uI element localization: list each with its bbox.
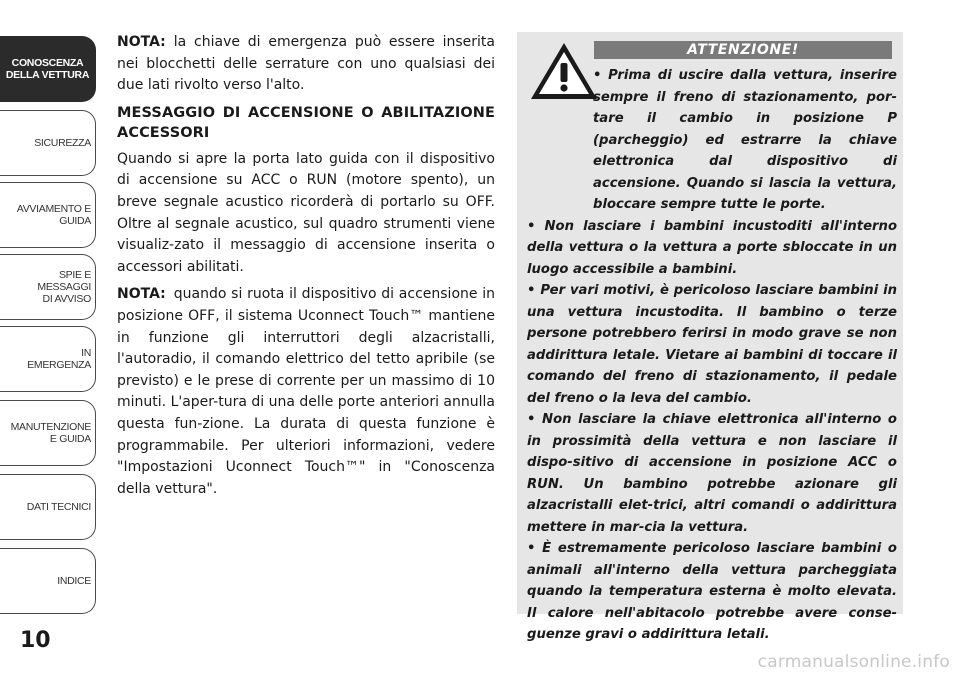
tab-dati-tecnici[interactable] xyxy=(0,474,96,540)
tab-label: INDICE xyxy=(57,575,91,587)
main-text-column xyxy=(117,32,495,506)
tab-label: DATI TECNICI xyxy=(26,501,91,513)
tab-conoscenza-della-vettura[interactable] xyxy=(0,36,96,102)
chapter-sidebar xyxy=(0,0,97,640)
site-watermark: carmanualsonline.info xyxy=(757,652,950,672)
warning-list xyxy=(527,65,897,646)
note-text: la chiave di emergenza può essere inserita nei blocchetti delle serrature con uno qualsiasi dei due lati rivolto verso l'alto. xyxy=(117,34,495,94)
warning-box xyxy=(517,32,903,642)
tab-label: MANUTENZIONE E GUIDA xyxy=(10,421,91,445)
tab-label: CONOSCENZA DELLA VETTURA xyxy=(5,57,90,81)
note-paragraph xyxy=(117,32,495,97)
tab-spie-e-messaggi[interactable] xyxy=(0,254,96,320)
warning-item: • Prima di uscire dalla vettura, inserire sempre il freno di stazionamento, por-tare il cambio in posizione P (parcheggio) ed estrarre la chiave elettronica dal dispositivo di accensione. Quando si lascia la vettura, bloccare sempre tutte le porte. xyxy=(527,65,897,216)
note-text: quando si ruota il dispositivo di accensione in posizione OFF, il sistema Uconnect Touch™ mantiene in funzione gli interruttori degli alzacristalli, l'autoradio, il comando elettrico del tetto apribile (se previsto) e le prese di corrente per un massimo di 10 minuti. L'aper-tura di una delle porte anteriori annulla questa fun-zione. La durata di questa funzione è programmabile. Per ulteriori informazioni, vedere "Impostazioni Uconnect Touch™" in "Conoscenza della vettura". xyxy=(117,286,495,497)
tab-sicurezza[interactable] xyxy=(0,110,96,176)
tab-label: AVVIAMENTO E GUIDA xyxy=(16,203,91,227)
tab-in-emergenza[interactable] xyxy=(0,326,96,392)
tab-label: SICUREZZA xyxy=(34,137,91,149)
note-paragraph xyxy=(117,284,495,500)
note-label: NOTA: xyxy=(117,286,166,303)
warning-item: • È estremamente pericoloso lasciare bambini o animali all'interno della vettura parcheggiata quando la temperatura esterna è molto elevata. Il calore nell'abitacolo potrebbe avere conse-guenze gravi o addirittura letali. xyxy=(527,538,897,646)
warning-item: • Non lasciare i bambini incustoditi all'interno della vettura o la vettura a porte sbloccate in un luogo accessibile a bambini. xyxy=(527,216,897,281)
tab-manutenzione-e-guida[interactable] xyxy=(0,400,96,466)
tab-label: SPIE E MESSAGGI DI AVVISO xyxy=(37,269,91,305)
tab-avviamento-e-guida[interactable] xyxy=(0,182,96,248)
note-label: NOTA: xyxy=(117,34,166,50)
warning-item: • Non lasciare la chiave elettronica all'interno o in prossimità della vettura e non lasciare il dispo-sitivo di accensione in posizione ACC o RUN. Un bambino potrebbe azionare gli alzacristalli elet-trici, altri comandi o addirittura mettere in mar-cia la vettura. xyxy=(527,409,897,538)
body-paragraph: Quando si apre la porta lato guida con il dispositivo di accensione su ACC o RUN (motore spento), un breve segnale acustico ricorderà di portarlo su OFF. Oltre al segnale acustico, sul quadro strumenti viene visualiz-zato il messaggio di accensione inserita o accessori abilitati. xyxy=(117,150,495,275)
warning-item: • Per vari motivi, è pericoloso lasciare bambini in una vettura incustodita. Il bambino o terze persone potrebbero ferirsi in modo grave se non addirittura letale. Vietare ai bambini di toccare il comando del freno di stazionamento, il pedale del freno o la leva del cambio. xyxy=(527,280,897,409)
tab-indice[interactable] xyxy=(0,548,96,614)
tab-label: IN EMERGENZA xyxy=(27,347,91,371)
section-heading: MESSAGGIO DI ACCENSIONE O ABILITAZIONE ACCESSORI xyxy=(117,104,495,141)
warning-title: ATTENZIONE! xyxy=(594,41,892,59)
page-number: 10 xyxy=(20,628,51,653)
